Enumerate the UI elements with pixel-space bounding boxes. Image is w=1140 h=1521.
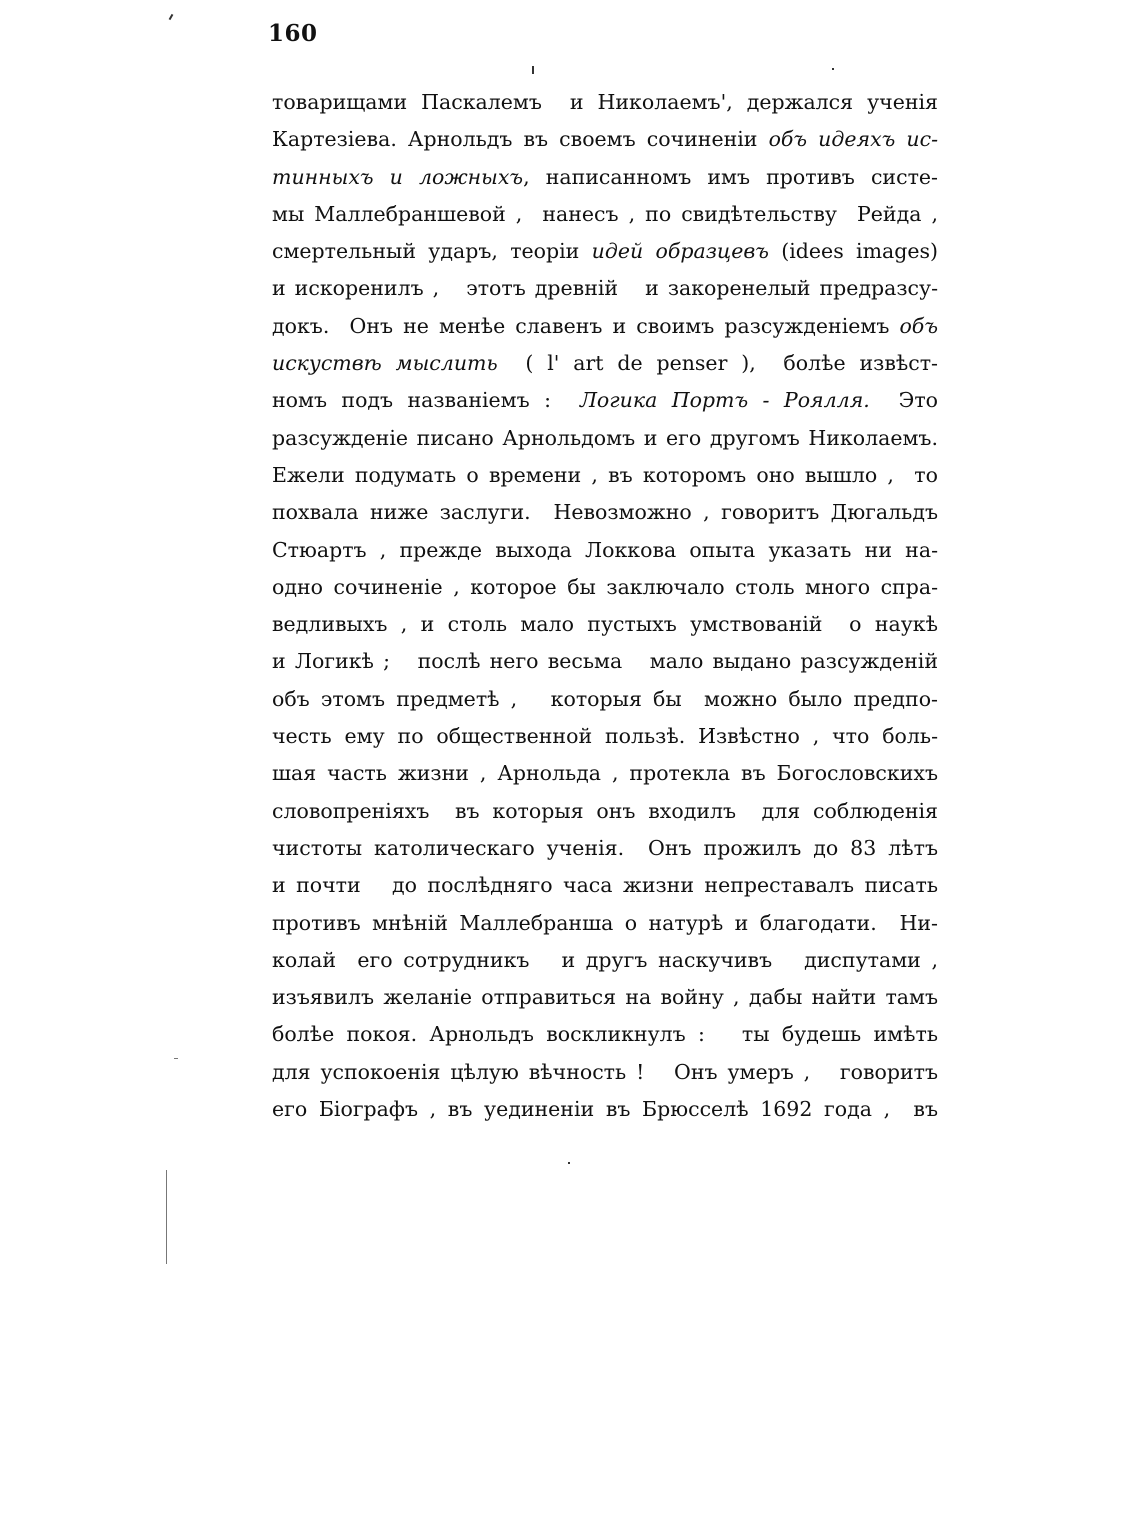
text-line bbox=[272, 905, 938, 942]
scan-speck bbox=[166, 1214, 167, 1264]
scan-speck bbox=[532, 66, 534, 74]
text-segment: и почти до послѣдняго часа жизни непреставалъ писать bbox=[272, 873, 938, 898]
text-line-content bbox=[272, 643, 938, 680]
text-line-content bbox=[272, 1091, 938, 1128]
text-line bbox=[272, 755, 938, 792]
text-line-content bbox=[272, 196, 938, 233]
text-line-content bbox=[272, 84, 938, 121]
text-line-content bbox=[272, 942, 938, 979]
text-line bbox=[272, 457, 938, 494]
text-line bbox=[272, 84, 938, 121]
text-segment: Ежели подумать о времени , въ которомъ оно вышло , то bbox=[272, 462, 938, 487]
italic-text: объ bbox=[899, 313, 938, 338]
text-segment: мы Маллебраншевой , нанесъ , по свидѣтельству Рейда , bbox=[272, 201, 938, 226]
text-line bbox=[272, 308, 938, 345]
text-line bbox=[272, 718, 938, 755]
text-line bbox=[272, 532, 938, 569]
text-segment: ( l' art de penser ), болѣе извѣст- bbox=[497, 351, 938, 376]
italic-text: идей образцевъ bbox=[591, 239, 769, 264]
text-segment: (idees images) bbox=[768, 239, 939, 264]
text-line-content bbox=[272, 270, 938, 307]
text-line bbox=[272, 569, 938, 606]
text-segment: объ этомъ предметѣ , которыя бы можно было предпо- bbox=[272, 686, 938, 711]
text-segment: шая часть жизни , Арнольда , протекла въ Богословскихъ bbox=[272, 761, 938, 786]
text-line bbox=[272, 420, 938, 457]
text-line-content bbox=[272, 606, 938, 643]
text-segment: ведливыхъ , и столь мало пустыхъ умствованій о наукѣ bbox=[272, 612, 938, 637]
italic-text: тинныхъ и ложныхъ bbox=[272, 164, 524, 189]
text-segment: похвала ниже заслуги. Невозможно , говоритъ Дюгальдъ bbox=[272, 500, 938, 525]
italic-text: объ идеяхъ ис- bbox=[768, 127, 938, 152]
text-line bbox=[272, 942, 938, 979]
text-segment: докъ. Онъ не менѣе славенъ и своимъ разсужденіемъ bbox=[272, 313, 900, 338]
text-line-content bbox=[272, 830, 938, 867]
text-line bbox=[272, 606, 938, 643]
text-line bbox=[272, 643, 938, 680]
text-segment: одно сочиненіе , которое бы заключало столь много спра- bbox=[272, 574, 938, 599]
text-line-content bbox=[272, 681, 938, 718]
text-line-content bbox=[272, 793, 938, 830]
text-segment: смертельный ударъ, теоріи bbox=[272, 239, 592, 264]
text-line-content bbox=[272, 308, 938, 345]
text-line-content bbox=[272, 345, 938, 382]
text-line-content bbox=[272, 382, 938, 419]
scan-speck bbox=[174, 1058, 178, 1059]
scan-speck bbox=[169, 14, 174, 20]
text-segment: его Біографъ , въ уединеніи въ Брюсселѣ 1692 года , въ bbox=[272, 1097, 938, 1122]
text-line-content bbox=[272, 1016, 938, 1053]
text-segment: и Логикѣ ; послѣ него весьма мало выдано разсужденій bbox=[272, 649, 938, 674]
text-line bbox=[272, 345, 938, 382]
text-line-content bbox=[272, 1054, 938, 1091]
italic-text: искуствѣ мыслить bbox=[272, 351, 498, 376]
text-line-content bbox=[272, 420, 938, 457]
text-segment: Картезіева. Арнольдъ въ своемъ сочиненіи bbox=[272, 127, 769, 152]
text-line-content bbox=[272, 457, 938, 494]
text-segment: разсужденіе писано Арнольдомъ и его другомъ Николаемъ. bbox=[272, 425, 938, 450]
text-segment: противъ мнѣній Маллебранша о натурѣ и благодати. Ни- bbox=[272, 910, 938, 935]
text-segment: чистоты католическаго ученія. Онъ прожилъ до 83 лѣтъ bbox=[272, 835, 938, 860]
text-line bbox=[272, 382, 938, 419]
text-line bbox=[272, 270, 938, 307]
text-line bbox=[272, 233, 938, 270]
text-line bbox=[272, 159, 938, 196]
text-segment: колай его сотрудникъ и другъ наскучивъ диспутами , bbox=[272, 947, 938, 972]
text-line-content bbox=[272, 494, 938, 531]
italic-text: Логика Портъ - Роялля. bbox=[579, 388, 870, 413]
text-segment: словопреніяхъ въ которыя онъ входилъ для соблюденія bbox=[272, 798, 938, 823]
text-line bbox=[272, 494, 938, 531]
text-segment: честь ему по общественной пользѣ. Извѣстно , что боль- bbox=[272, 724, 938, 749]
text-line bbox=[272, 793, 938, 830]
scan-speck bbox=[568, 1162, 570, 1164]
text-line bbox=[272, 121, 938, 158]
text-line bbox=[272, 1091, 938, 1128]
text-line-content bbox=[272, 159, 938, 196]
text-segment: Стюартъ , прежде выхода Локкова опыта указать ни на- bbox=[272, 537, 938, 562]
text-line-content bbox=[272, 905, 938, 942]
text-line-content bbox=[272, 867, 938, 904]
scan-speck bbox=[832, 68, 834, 70]
text-line bbox=[272, 1016, 938, 1053]
text-line-content bbox=[272, 755, 938, 792]
text-segment: Это bbox=[869, 388, 939, 413]
text-line-content bbox=[272, 979, 938, 1016]
text-line-content bbox=[272, 718, 938, 755]
text-line bbox=[272, 867, 938, 904]
text-line bbox=[272, 1054, 938, 1091]
text-segment: товарищами Паскалемъ и Николаемъ', держался ученія bbox=[272, 90, 938, 114]
text-segment: для успокоенія цѣлую вѣчность ! Онъ умеръ , говоритъ bbox=[272, 1059, 938, 1084]
text-line-content bbox=[272, 569, 938, 606]
text-segment: и искоренилъ , этотъ древній и закоренелый предразсу- bbox=[272, 276, 938, 301]
text-line bbox=[272, 681, 938, 718]
text-segment: , написанномъ имъ противъ систе- bbox=[523, 164, 938, 189]
text-segment: изъявилъ желаніе отправиться на войну , дабы найти тамъ bbox=[272, 985, 938, 1010]
text-line bbox=[272, 830, 938, 867]
text-line-content bbox=[272, 233, 938, 270]
text-line bbox=[272, 979, 938, 1016]
text-line-content bbox=[272, 121, 938, 158]
text-line bbox=[272, 196, 938, 233]
body-text bbox=[272, 84, 938, 1128]
text-segment: болѣе покоя. Арнольдъ воскликнулъ : ты будешь имѣть bbox=[272, 1022, 938, 1047]
page-number: 160 bbox=[268, 20, 318, 47]
text-line-content bbox=[272, 532, 938, 569]
text-segment: номъ подъ названіемъ : bbox=[272, 388, 580, 413]
